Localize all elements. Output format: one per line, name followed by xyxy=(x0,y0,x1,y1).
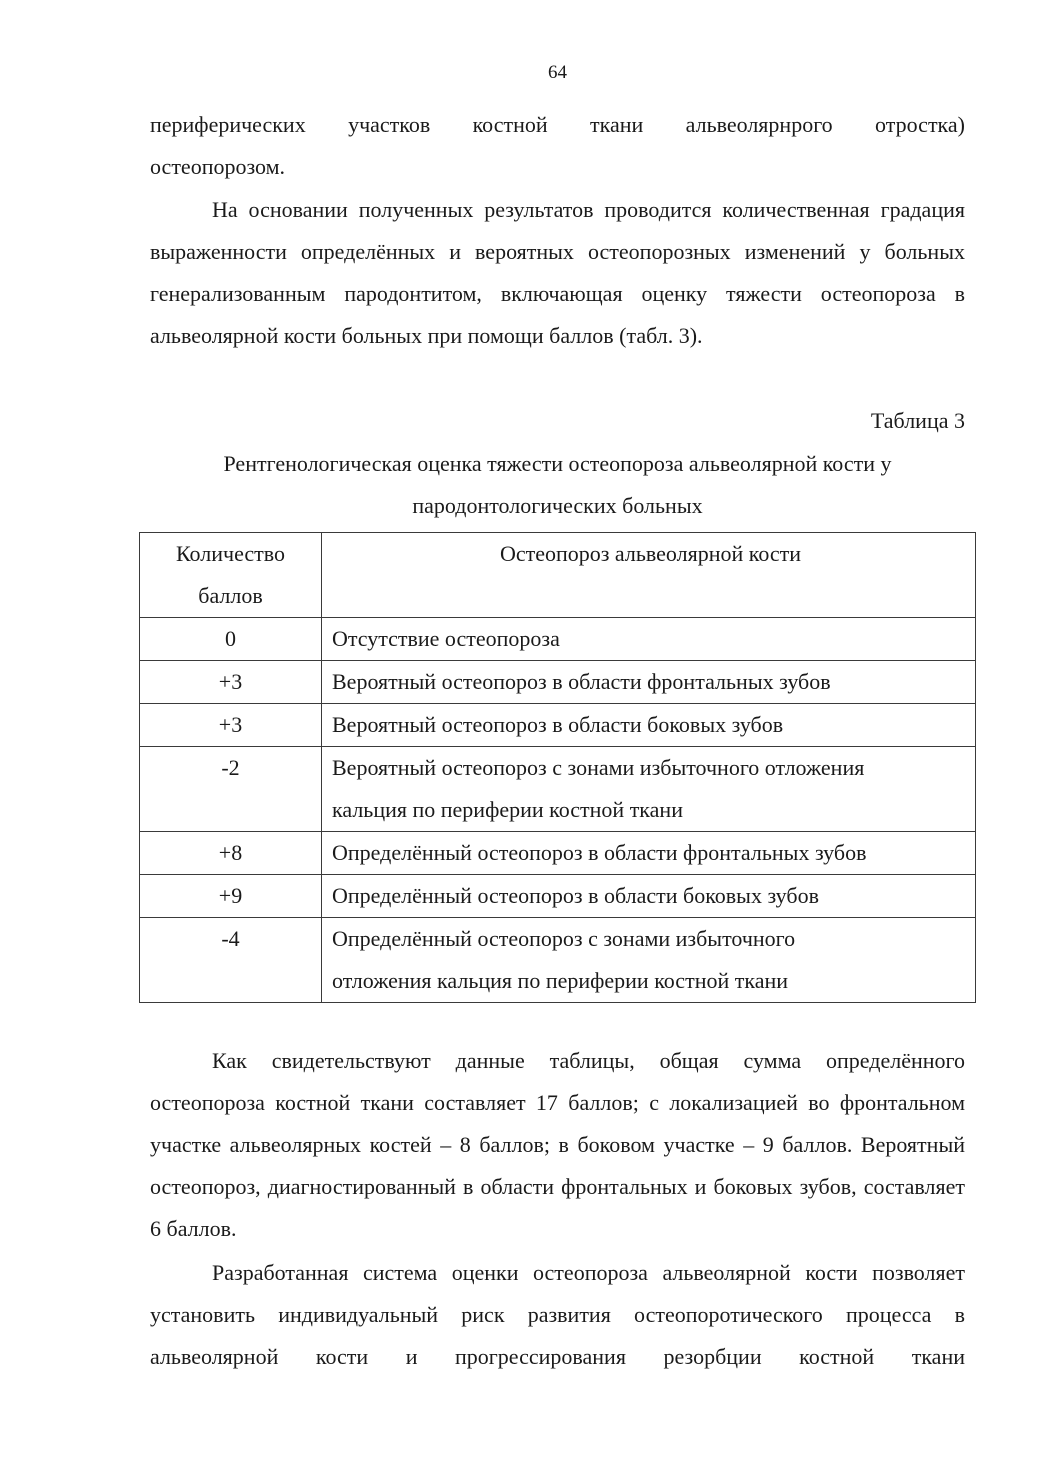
header-score-line-2: баллов xyxy=(198,583,263,608)
table-row xyxy=(140,661,976,704)
table-title-line-2: пародонтологических больных xyxy=(412,493,703,518)
table-row xyxy=(140,918,976,1003)
table-label: Таблица 3 xyxy=(870,408,965,433)
page-number: 64 xyxy=(548,62,567,83)
row-description: Отсутствие остеопороза xyxy=(322,618,976,661)
row-score: +3 xyxy=(140,661,322,704)
intro-line-1: периферических участков костной ткани альвеолярнрого отростка) xyxy=(150,112,965,137)
table-row xyxy=(140,875,976,918)
table-title xyxy=(130,443,985,527)
row-score: +3 xyxy=(140,704,322,747)
intro-line-2: остеопорозом. xyxy=(150,154,286,179)
row-description-line-1: Определённый остеопороз с зонами избыточного xyxy=(332,926,796,951)
paragraph-2-block xyxy=(150,1040,965,1250)
table-header-row xyxy=(140,533,976,618)
row-description-line-1: Вероятный остеопороз с зонами избыточного отложения xyxy=(332,755,865,780)
paragraph-3: Разработанная система оценки остеопороза альвеолярной кости позволяет установить индивидуальный риск развития остеопоротического процесса в альвеолярной кости и прогрессирования резорбции костной ткани xyxy=(150,1260,965,1369)
paragraph-1-block xyxy=(150,189,965,357)
row-score: +9 xyxy=(140,875,322,918)
row-score: -4 xyxy=(140,918,322,1003)
paragraph-2: Как свидетельствуют данные таблицы, общая сумма определённого остеопороза костной ткани составляет 17 баллов; с локализацией во фронтальном участке альвеолярных костей – 8 баллов; в боковом участке – 9 баллов. Вероятный остеопороз, диагностированный в области фронтальных и боковых зубов, составляет 6 баллов. xyxy=(150,1048,965,1241)
table-row xyxy=(140,704,976,747)
row-score: +8 xyxy=(140,832,322,875)
table-title-line-1: Рентгенологическая оценка тяжести остеопороза альвеолярной кости у xyxy=(223,451,892,476)
row-description xyxy=(322,747,976,832)
row-description-line-2: кальция по периферии костной ткани xyxy=(332,797,683,822)
osteoporosis-score-table xyxy=(139,532,976,1003)
table-row xyxy=(140,618,976,661)
header-description: Остеопороз альвеолярной кости xyxy=(322,533,976,618)
row-score: 0 xyxy=(140,618,322,661)
row-description-line-2: отложения кальция по периферии костной ткани xyxy=(332,968,789,993)
row-description: Вероятный остеопороз в области фронтальных зубов xyxy=(322,661,976,704)
header-score xyxy=(140,533,322,618)
row-description: Определённый остеопороз в области боковых зубов xyxy=(322,875,976,918)
row-description xyxy=(322,918,976,1003)
intro-continuation xyxy=(150,104,965,188)
paragraph-1: На основании полученных результатов проводится количественная градация выраженности определённых и вероятных остеопорозных изменений у больных генерализованным пародонтитом, включающая оценку тяжести остеопороза в альвеолярной кости больных при помощи баллов (табл. 3). xyxy=(150,197,965,348)
table-row xyxy=(140,747,976,832)
header-score-line-1: Количество xyxy=(175,541,286,566)
row-description: Определённый остеопороз в области фронтальных зубов xyxy=(322,832,976,875)
row-description: Вероятный остеопороз в области боковых зубов xyxy=(322,704,976,747)
table-row xyxy=(140,832,976,875)
paragraph-3-block xyxy=(150,1252,965,1378)
row-score: -2 xyxy=(140,747,322,832)
